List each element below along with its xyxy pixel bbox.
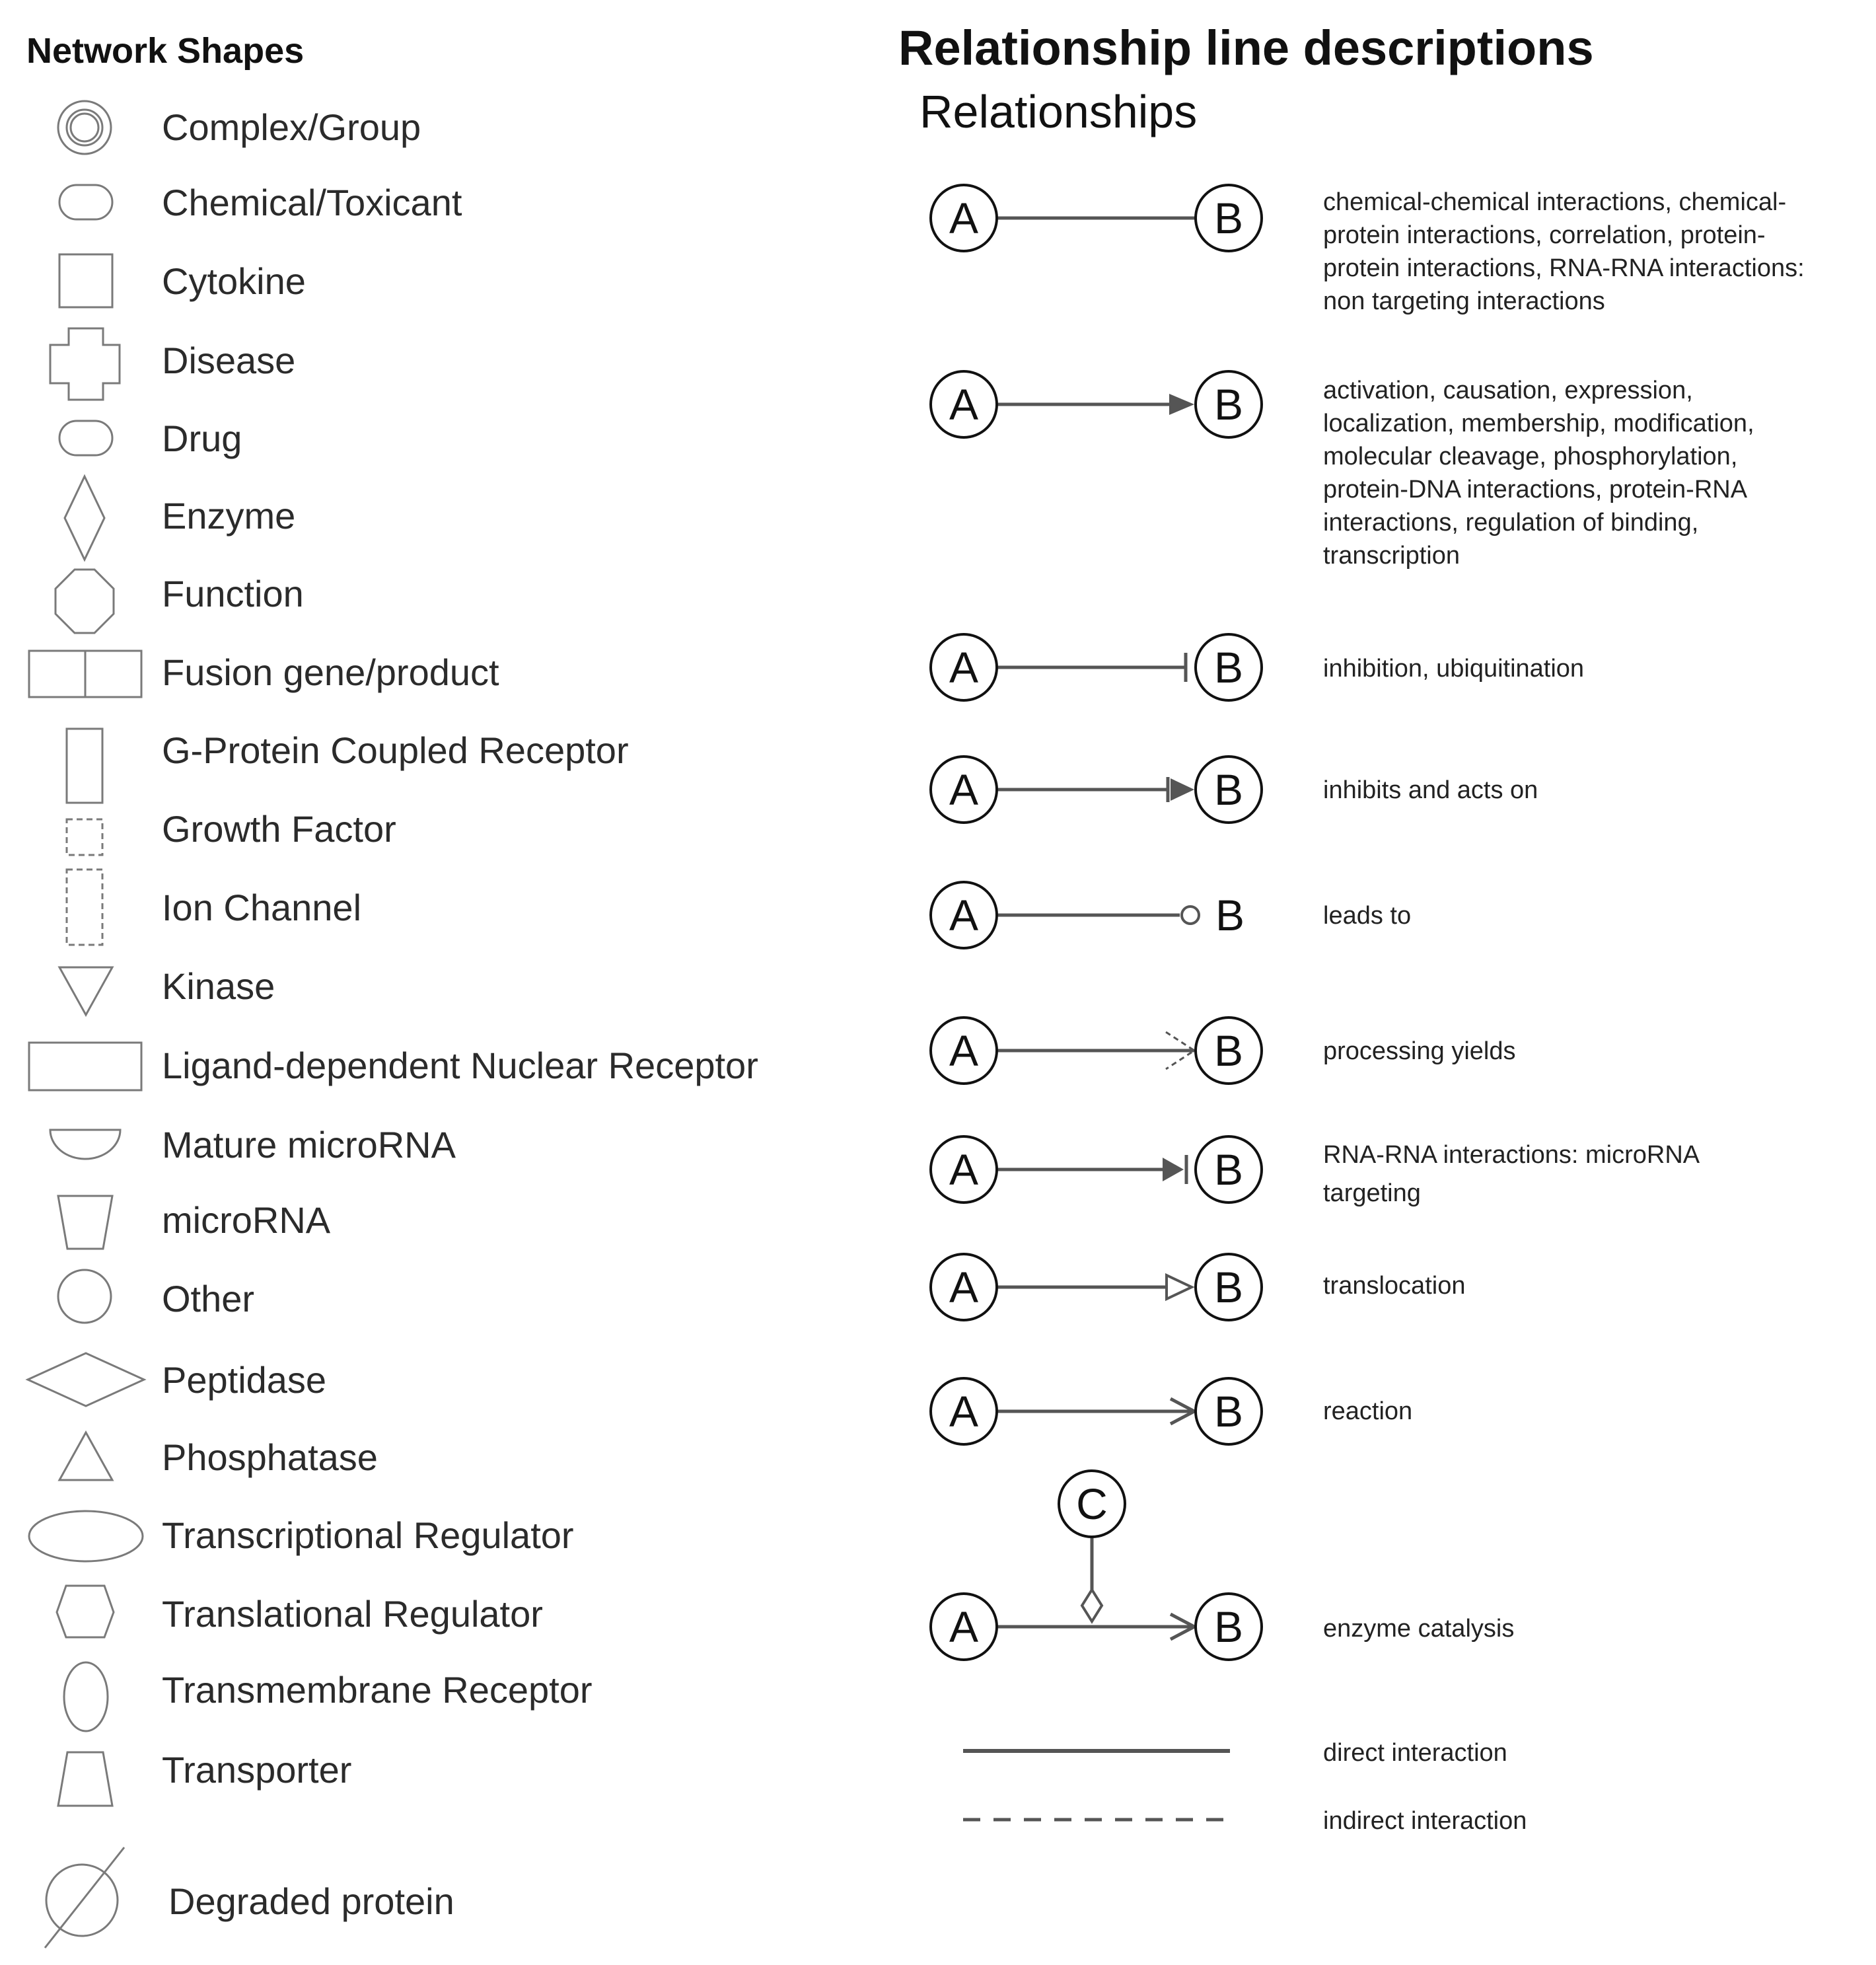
relationship-arrow-with-bar: [931, 757, 1262, 823]
shape-label: G-Protein Coupled Receptor: [162, 729, 629, 771]
wide-rectangle-icon: [29, 1043, 141, 1090]
dashed-square-icon: [67, 819, 102, 855]
trapezoid-icon: [58, 1752, 112, 1806]
shape-label: Growth Factor: [162, 808, 396, 850]
shape-label: Transmembrane Receptor: [162, 1669, 593, 1711]
rounded-capsule-icon: [59, 185, 112, 219]
shape-label: Transcriptional Regulator: [162, 1514, 574, 1556]
down-triangle-icon: [59, 967, 112, 1015]
node-b-label: B: [1213, 1026, 1244, 1075]
dashed-tall-rectangle-icon: [67, 870, 102, 945]
hexagon-icon: [57, 1586, 114, 1637]
shape-label: Fusion gene/product: [162, 651, 499, 693]
split-rectangle-icon: [29, 651, 141, 697]
shape-label: Kinase: [162, 965, 275, 1007]
node-a-label: A: [949, 891, 979, 940]
half-circle-icon: [50, 1130, 120, 1159]
relationship-description: enzyme catalysis: [1323, 1615, 1515, 1643]
relationship-hollow-triangle: [931, 1254, 1262, 1320]
shape-label: Other: [162, 1278, 255, 1319]
indirect-interaction-label: indirect interaction: [1323, 1807, 1527, 1835]
relationship-description: chemical-chemical interactions, chemical- protein interactions, correlation, protein- protein interactions, RNA-RNA interactions: non targeting interactions: [1323, 188, 1805, 315]
horizontal-diamond-icon: [28, 1353, 144, 1406]
node-b-label: B: [1213, 194, 1244, 242]
relationship-description: activation, causation, expression, localization, membership, modification, molecular cleavage, phosphorylation, protein-DNA interactions, protein-RNA interactions, regulation of binding, transcription: [1323, 377, 1754, 570]
network-shapes-list: [28, 101, 144, 1948]
node-c-label: C: [1076, 1479, 1108, 1528]
rounded-capsule-icon: [59, 421, 112, 455]
inverted-trapezoid-icon: [58, 1196, 112, 1249]
square-icon: [59, 254, 112, 307]
vertical-diamond-icon: [65, 476, 104, 560]
relationship-descriptions: [1323, 188, 1811, 1835]
slashed-circle-icon: [45, 1847, 124, 1948]
vertical-ellipse-icon: [64, 1662, 108, 1731]
double-circle-icon: [58, 101, 111, 154]
node-a-label: A: [949, 1387, 979, 1436]
node-a-label: A: [949, 380, 979, 429]
shape-label: Degraded protein: [168, 1880, 454, 1922]
relationships-subtitle: Relationships: [920, 86, 1198, 137]
shape-label: Translational Regulator: [162, 1593, 543, 1635]
horizontal-ellipse-icon: [29, 1511, 143, 1561]
relationship-description: inhibits and acts on: [1323, 776, 1538, 804]
node-b-label: B: [1215, 891, 1245, 940]
direct-interaction-label: direct interaction: [1323, 1739, 1507, 1767]
shape-label: Peptidase: [162, 1359, 327, 1401]
node-a-label: A: [949, 1026, 979, 1075]
circle-icon: [58, 1270, 111, 1323]
shape-label: Enzyme: [162, 495, 296, 537]
shape-label: Chemical/Toxicant: [162, 182, 462, 223]
relationships-title: Relationship line descriptions: [898, 20, 1594, 75]
relationship-dashed-open-arrow: [931, 1018, 1262, 1084]
shape-label: Ion Channel: [162, 887, 362, 928]
shape-label: microRNA: [162, 1199, 331, 1241]
relationship-description: RNA-RNA interactions: microRNA targeting: [1323, 1141, 1699, 1207]
relationship-open-circle: [931, 882, 1245, 948]
relationship-plain-line: [931, 185, 1262, 251]
relationship-filled-arrow: [931, 371, 1262, 437]
relationship-bar-arrow: [931, 1136, 1262, 1203]
up-triangle-icon: [59, 1432, 112, 1480]
shape-label: Transporter: [162, 1749, 352, 1791]
node-a-label: A: [949, 1602, 979, 1651]
network-shapes-title: Network Shapes: [26, 31, 305, 71]
shape-label: Cytokine: [162, 260, 306, 302]
node-b-label: B: [1213, 1145, 1244, 1194]
shape-label: Function: [162, 573, 304, 614]
relationship-open-arrowhead: [931, 1378, 1262, 1444]
node-b-label: B: [1213, 643, 1244, 692]
node-b-label: B: [1213, 1387, 1244, 1436]
octagon-icon: [55, 570, 114, 633]
relationship-description: translocation: [1323, 1272, 1466, 1300]
shape-label: Ligand-dependent Nuclear Receptor: [162, 1045, 758, 1086]
cross-icon: [50, 328, 120, 400]
node-a-label: A: [949, 194, 979, 242]
node-b-label: B: [1213, 765, 1244, 814]
relationship-description: inhibition, ubiquitination: [1323, 655, 1585, 683]
shape-label: Drug: [162, 418, 242, 459]
relationship-description: reaction: [1323, 1397, 1413, 1425]
tall-rectangle-icon: [67, 729, 102, 803]
relationship-description: leads to: [1323, 902, 1412, 930]
node-a-label: A: [949, 1145, 979, 1194]
shape-label: Phosphatase: [162, 1436, 378, 1478]
node-b-label: B: [1213, 1602, 1244, 1651]
node-a-label: A: [949, 765, 979, 814]
shape-label: Complex/Group: [162, 106, 421, 148]
relationship-t-bar: [931, 634, 1262, 700]
node-a-label: A: [949, 643, 979, 692]
shape-label: Mature microRNA: [162, 1124, 456, 1166]
network-shape-labels: [162, 106, 758, 1922]
node-b-label: B: [1213, 1263, 1244, 1312]
shape-label: Disease: [162, 340, 296, 381]
relationship-description: processing yields: [1323, 1037, 1516, 1065]
node-a-label: A: [949, 1263, 979, 1312]
node-b-label: B: [1213, 380, 1244, 429]
